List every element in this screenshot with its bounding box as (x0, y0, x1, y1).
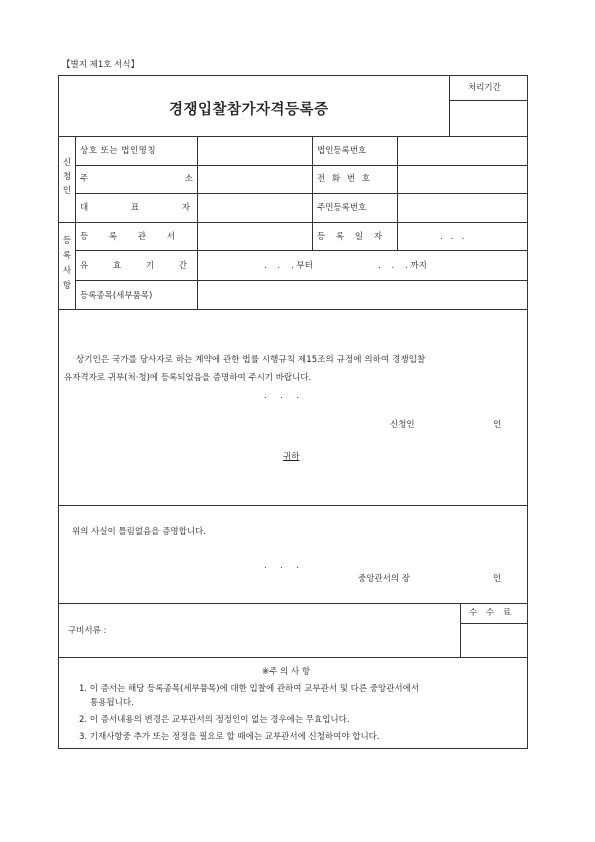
validity-to: . . . 까지 (378, 261, 427, 271)
request-line-1: 상기인은 국가를 당사자로 하는 계약에 관한 법률 시행규칙 제15조의 규정에 의하여 경쟁입찰 (76, 355, 426, 365)
certification-seal: 인 (493, 574, 502, 584)
applicant-section-label (61, 156, 73, 198)
company-name-label: 상호 또는 법인명칭 (80, 146, 157, 156)
note-item-3: 3. 기재사항중 추가 또는 정정을 필요로 할 때에는 교부관서에 신청하여야 합니다. (79, 732, 380, 742)
page-title: 경쟁입찰참가자격등록증 (169, 102, 329, 118)
address-label-char: 주 (80, 174, 89, 184)
form-label: 【별지 제1호 서식】 (62, 60, 140, 70)
note-item-1: 1. 이 증서는 해당 등록종목(세부품목)에 대한 입찰에 관하여 교부관서 및 다른 중앙관서에서 (79, 684, 420, 694)
processing-period-divider (449, 75, 450, 136)
applicant-bottom (58, 222, 528, 223)
title-bottom (58, 136, 528, 137)
registration-bottom (58, 309, 528, 310)
registration-section-text: 등록사항 (62, 236, 72, 291)
address-label (80, 175, 193, 184)
row-line-3 (75, 250, 527, 251)
certification-bottom (58, 603, 528, 604)
fee-label: 수 수 료 (469, 608, 512, 618)
row-line-2 (75, 193, 527, 194)
registration-date-label: 등 록 일 자 (317, 232, 382, 242)
fee-underline (460, 623, 527, 624)
frame-left (58, 75, 59, 749)
certification-text: 위의 사실이 틀림없음을 증명합니다. (72, 527, 206, 537)
certification-date: . . . (264, 561, 300, 571)
processing-period-underline (449, 100, 527, 101)
request-seal: 인 (493, 420, 502, 430)
corp-reg-no-label: 법인등록번호 (317, 146, 367, 156)
phone-label: 전 화 번 호 (317, 174, 372, 184)
request-date: . . . (264, 391, 300, 401)
address-label-char: 소 (184, 174, 193, 184)
label-column-divider (197, 136, 198, 309)
notes-heading: ※주 의 사 항 (262, 667, 311, 677)
frame-top (58, 75, 528, 76)
registration-section-label (61, 234, 73, 294)
mid-column-left (312, 136, 313, 250)
note-item-1-cont: 통용됩니다. (90, 698, 134, 708)
fee-divider (460, 603, 461, 657)
mid-column-right (397, 136, 398, 250)
registration-date-value: . . . (440, 232, 465, 242)
representative-label (80, 204, 193, 213)
validity-from: . . . 부터 (264, 261, 313, 271)
representative-label-text: 대 표 자 (80, 203, 191, 213)
validity-label: 유 효 기 간 (80, 261, 187, 271)
items-label: 등록종목(세부품목) (80, 291, 153, 301)
request-applicant-label: 신청인 (390, 420, 415, 430)
row-line-1 (75, 165, 527, 166)
note-item-2: 2. 이 증서내용의 변경은 교부관서의 정정인이 없는 경우에는 무효입니다. (79, 715, 350, 725)
frame-bottom (58, 748, 528, 749)
resident-no-label: 주민등록번호 (317, 203, 367, 213)
applicant-section-text: 신청인 (62, 158, 72, 196)
documents-bottom (58, 657, 528, 658)
address-label-text (80, 175, 193, 184)
documents-label: 구비서류 : (68, 626, 107, 636)
request-line-2: 유자격자로 귀부(처·청)에 등록되었음을 증명하여 주시기 바랍니다. (64, 373, 312, 383)
office-label: 등 록 관 서 (80, 232, 175, 242)
certification-authority: 중앙관서의 장 (358, 574, 410, 584)
processing-period-label: 처리기간 (468, 83, 501, 93)
request-bottom (58, 505, 528, 506)
row-line-4 (75, 280, 527, 281)
request-addressee: 귀하 (283, 452, 300, 462)
frame-right (527, 75, 528, 749)
